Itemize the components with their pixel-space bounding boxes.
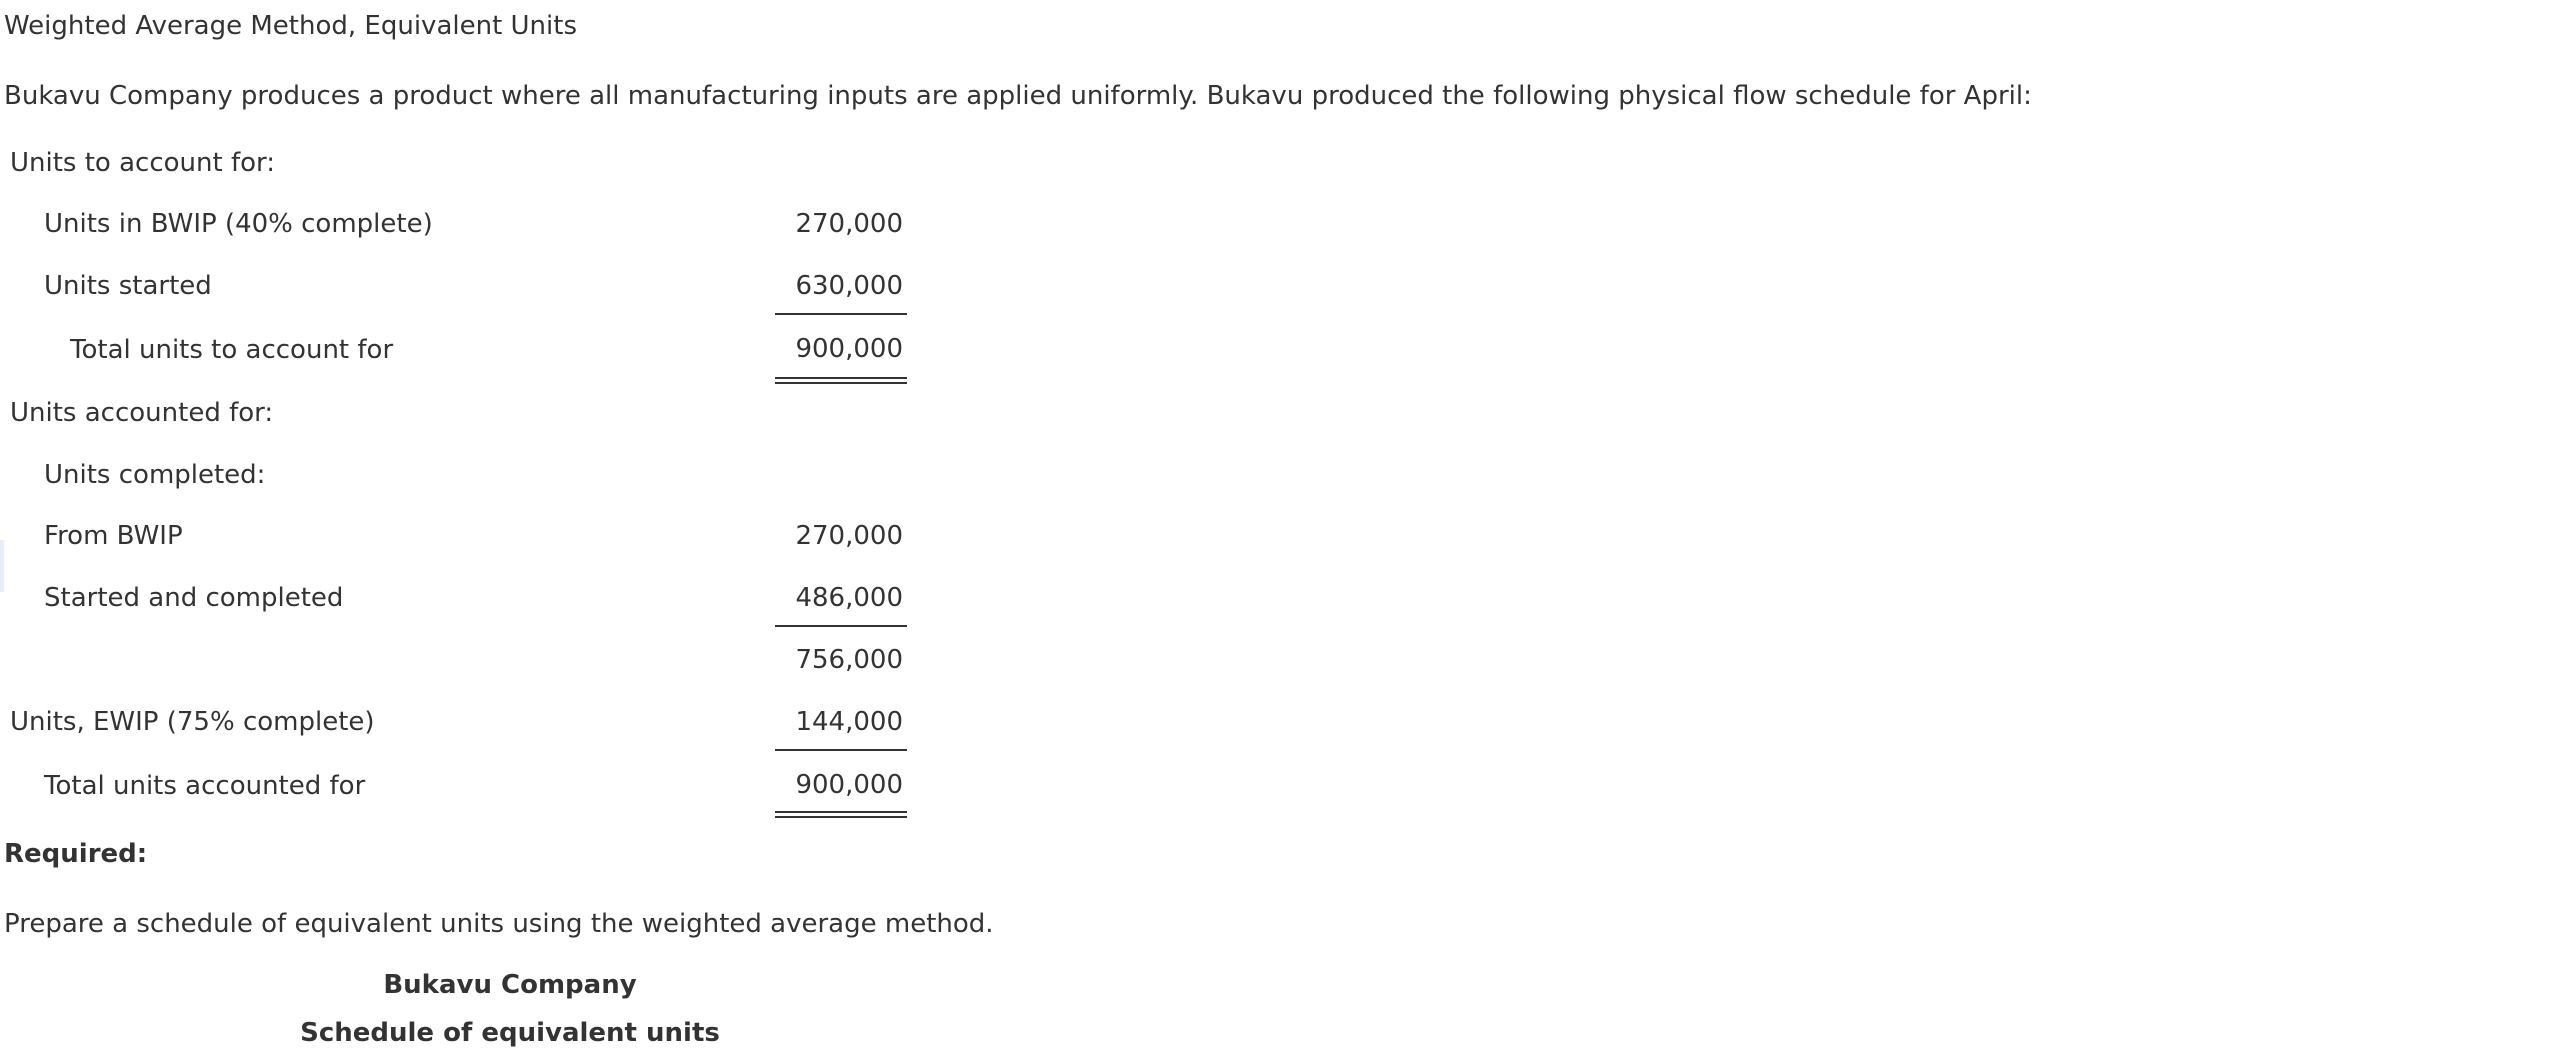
problem-intro: Bukavu Company produces a product where all manufacturing inputs are applied uniformly. Bukavu produced the following physical flow schedule for April:: [4, 81, 2032, 111]
bwip-value: 270,000: [795, 209, 903, 239]
left-edge-highlight: [0, 540, 4, 592]
answer-company-name: Bukavu Company: [383, 970, 637, 1000]
units-completed-header: Units completed:: [44, 460, 266, 490]
started-completed-value: 486,000: [795, 583, 903, 613]
ewip-label: Units, EWIP (75% complete): [10, 707, 375, 737]
from-bwip-value: 270,000: [795, 521, 903, 551]
required-label: Required:: [4, 839, 148, 869]
instruction-text: Prepare a schedule of equivalent units using the weighted average method.: [4, 909, 994, 939]
ewip-value: 144,000: [795, 707, 903, 737]
total-double-rule: [775, 811, 907, 818]
total-to-account-value: 900,000: [795, 334, 903, 364]
subtotal-rule: [775, 625, 907, 627]
answer-schedule-title: Schedule of equivalent units: [300, 1018, 720, 1048]
subtotal-rule: [775, 313, 907, 315]
from-bwip-label: From BWIP: [44, 521, 183, 551]
subtotal-rule: [775, 749, 907, 751]
started-completed-label: Started and completed: [44, 583, 344, 613]
total-accounted-label: Total units accounted for: [44, 771, 366, 801]
total-to-account-label: Total units to account for: [70, 335, 394, 365]
problem-heading: Weighted Average Method, Equivalent Units: [4, 11, 578, 41]
units-started-label: Units started: [44, 271, 212, 301]
units-started-value: 630,000: [795, 271, 903, 301]
completed-subtotal-value: 756,000: [795, 645, 903, 675]
units-accounted-header: Units accounted for:: [10, 398, 274, 428]
total-accounted-value: 900,000: [795, 770, 903, 800]
units-to-account-header: Units to account for:: [10, 148, 276, 178]
bwip-label: Units in BWIP (40% complete): [44, 209, 433, 239]
total-double-rule: [775, 377, 907, 384]
